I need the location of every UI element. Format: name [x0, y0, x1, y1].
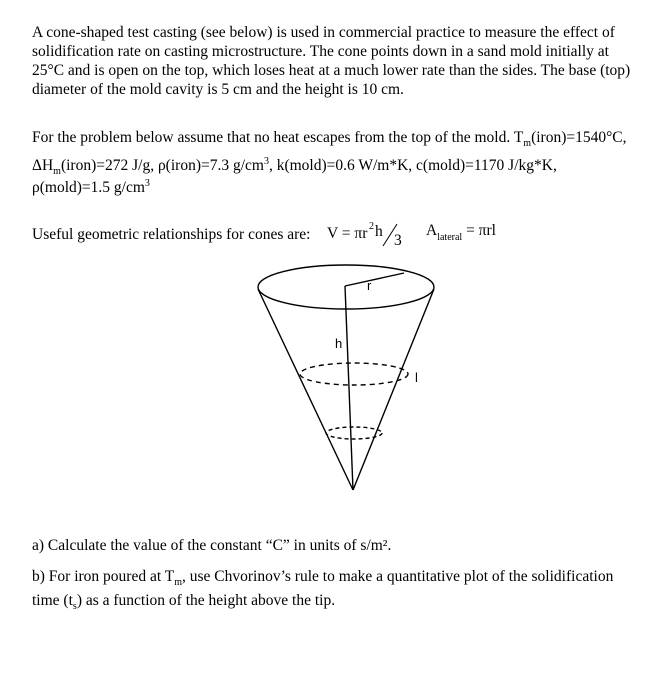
geometry-label: Useful geometric relationships for cones are: — [32, 226, 311, 243]
mold-density-exponent: 3 — [144, 177, 150, 189]
volume-exponent: 2 — [369, 221, 374, 232]
density-exponent: 3 — [263, 155, 269, 167]
low-dashed-ellipse — [326, 427, 382, 439]
question-b-text-end: , use Chvorinov’s rule to make a quantitative plot of the solidification — [181, 568, 614, 585]
enthalpy-subscript: m — [53, 166, 61, 178]
mold-density-text: ρ(mold)=1.5 g/cm — [32, 179, 145, 196]
question-b-time-end: ) as a function of the height above the tip. — [76, 592, 336, 609]
cone-right-side — [353, 289, 434, 490]
mold-properties-text: , k(mold)=0.6 W/m*K, c(mold)=1170 J/kg*K, — [268, 157, 557, 174]
intro-line-4: diameter of the mold cavity is 5 cm and the height is 10 cm. — [32, 81, 404, 98]
area-rhs: = πrl — [466, 222, 496, 239]
enthalpy-density-text: (iron)=272 J/g, ρ(iron)=7.3 g/cm — [60, 157, 264, 174]
assumption-text: For the problem below assume that no heat escapes from the top of the mold. T — [32, 129, 524, 146]
label-l: l — [415, 370, 418, 385]
cone-left-side — [258, 289, 353, 490]
question-b-text: b) For iron poured at T — [32, 568, 175, 585]
question-b-time-text: time (t — [32, 592, 73, 609]
melting-temperature: (iron)=1540°C, — [531, 129, 627, 146]
area-symbol: A — [426, 222, 438, 239]
question-b-subscript: m — [174, 577, 182, 589]
label-r: r — [367, 278, 372, 293]
intro-line-3: 25°C and is open on the top, which loses heat at a much lower rate than the sides. The base (top) — [32, 62, 631, 79]
time-subscript: s — [72, 601, 77, 613]
melting-subscript: m — [523, 138, 532, 150]
question-a: a) Calculate the value of the constant “C” in units of s/m². — [32, 537, 392, 554]
radius-line — [345, 273, 404, 286]
question-b-line-1 — [32, 567, 614, 589]
height-line — [345, 286, 353, 490]
volume-lhs: V = πr — [327, 225, 368, 242]
intro-line-2: solidification rate on casting microstructure. The cone points down in a sand mold initially at — [32, 43, 609, 60]
enthalpy-symbol: ΔH — [32, 157, 54, 174]
volume-height: h — [375, 223, 383, 240]
label-h: h — [335, 336, 343, 351]
area-subscript: lateral — [437, 232, 463, 243]
volume-denominator: 3 — [394, 232, 402, 249]
mid-dashed-ellipse — [300, 363, 408, 385]
intro-line-1: A cone-shaped test casting (see below) is used in commercial practice to measure the effect of — [32, 24, 615, 41]
question-b-line-2 — [32, 591, 336, 613]
